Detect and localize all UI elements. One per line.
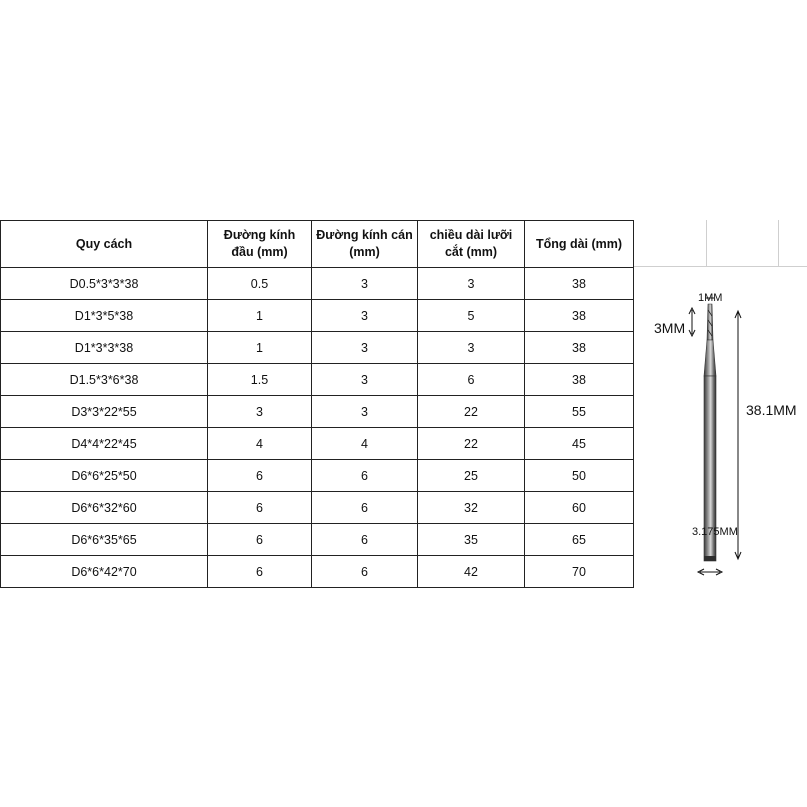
spec-sheet [0,220,807,588]
sheet-gridline [634,266,807,267]
cell-tip: 1 [208,300,312,332]
table-row [1,396,634,428]
cell-shank: 3 [312,332,418,364]
table-row [1,460,634,492]
sheet-gridline [706,220,707,266]
cell-flute: 42 [418,556,525,588]
table-row [1,300,634,332]
cell-tip: 3 [208,396,312,428]
shank-diameter-label: 3.175MM [692,526,738,538]
cell-shank: 6 [312,460,418,492]
cell-shank: 4 [312,428,418,460]
cell-flute: 3 [418,268,525,300]
cell-spec: D6*6*42*70 [1,556,208,588]
cell-tip: 1.5 [208,364,312,396]
cell-tip: 0.5 [208,268,312,300]
cell-shank: 3 [312,268,418,300]
table-row [1,556,634,588]
cell-spec: D6*6*35*65 [1,524,208,556]
end-mill-drawing [634,268,807,588]
cell-flute: 3 [418,332,525,364]
sheet-gridline [778,220,779,266]
cell-tip: 6 [208,492,312,524]
cell-flute: 6 [418,364,525,396]
cell-overall: 38 [525,268,634,300]
cell-overall: 65 [525,524,634,556]
tip-diameter-label: 1MM [698,292,723,304]
header-flute-length: chiều dài lưỡi cắt (mm) [418,221,525,268]
cell-tip: 6 [208,524,312,556]
cell-overall: 38 [525,300,634,332]
cell-shank: 3 [312,396,418,428]
cell-overall: 60 [525,492,634,524]
neck-shape [704,340,716,376]
header-row [1,221,634,268]
cell-shank: 6 [312,524,418,556]
cell-shank: 6 [312,556,418,588]
header-overall-length: Tổng dài (mm) [525,221,634,268]
cell-tip: 6 [208,556,312,588]
cell-overall: 45 [525,428,634,460]
cell-flute: 5 [418,300,525,332]
end-mill-illustration [634,268,807,588]
cell-flute: 32 [418,492,525,524]
cell-shank: 3 [312,364,418,396]
cell-overall: 38 [525,332,634,364]
cell-spec: D1.5*3*6*38 [1,364,208,396]
table-row [1,268,634,300]
cell-tip: 6 [208,460,312,492]
header-spec: Quy cách [1,221,208,268]
cell-overall: 50 [525,460,634,492]
header-shank-diameter: Đường kính cán (mm) [312,221,418,268]
shank-chamfer [704,556,716,561]
table-row [1,428,634,460]
cell-shank: 3 [312,300,418,332]
flute-length-label: 3MM [654,320,686,336]
cell-spec: D4*4*22*45 [1,428,208,460]
table-row [1,492,634,524]
cell-spec: D1*3*5*38 [1,300,208,332]
cell-spec: D6*6*32*60 [1,492,208,524]
cell-tip: 4 [208,428,312,460]
overall-length-label: 38.1MM [746,402,797,418]
table-row [1,364,634,396]
flute-shape [707,304,713,340]
table-row [1,524,634,556]
spec-table [0,220,634,588]
cell-flute: 35 [418,524,525,556]
header-tip-diameter: Đường kính đầu (mm) [208,221,312,268]
cell-flute: 22 [418,396,525,428]
cell-spec: D6*6*25*50 [1,460,208,492]
cell-overall: 70 [525,556,634,588]
cell-overall: 55 [525,396,634,428]
cell-overall: 38 [525,364,634,396]
cell-spec: D3*3*22*55 [1,396,208,428]
cell-shank: 6 [312,492,418,524]
table-row [1,332,634,364]
cell-tip: 1 [208,332,312,364]
cell-spec: D1*3*3*38 [1,332,208,364]
cell-flute: 25 [418,460,525,492]
cell-spec: D0.5*3*3*38 [1,268,208,300]
cell-flute: 22 [418,428,525,460]
